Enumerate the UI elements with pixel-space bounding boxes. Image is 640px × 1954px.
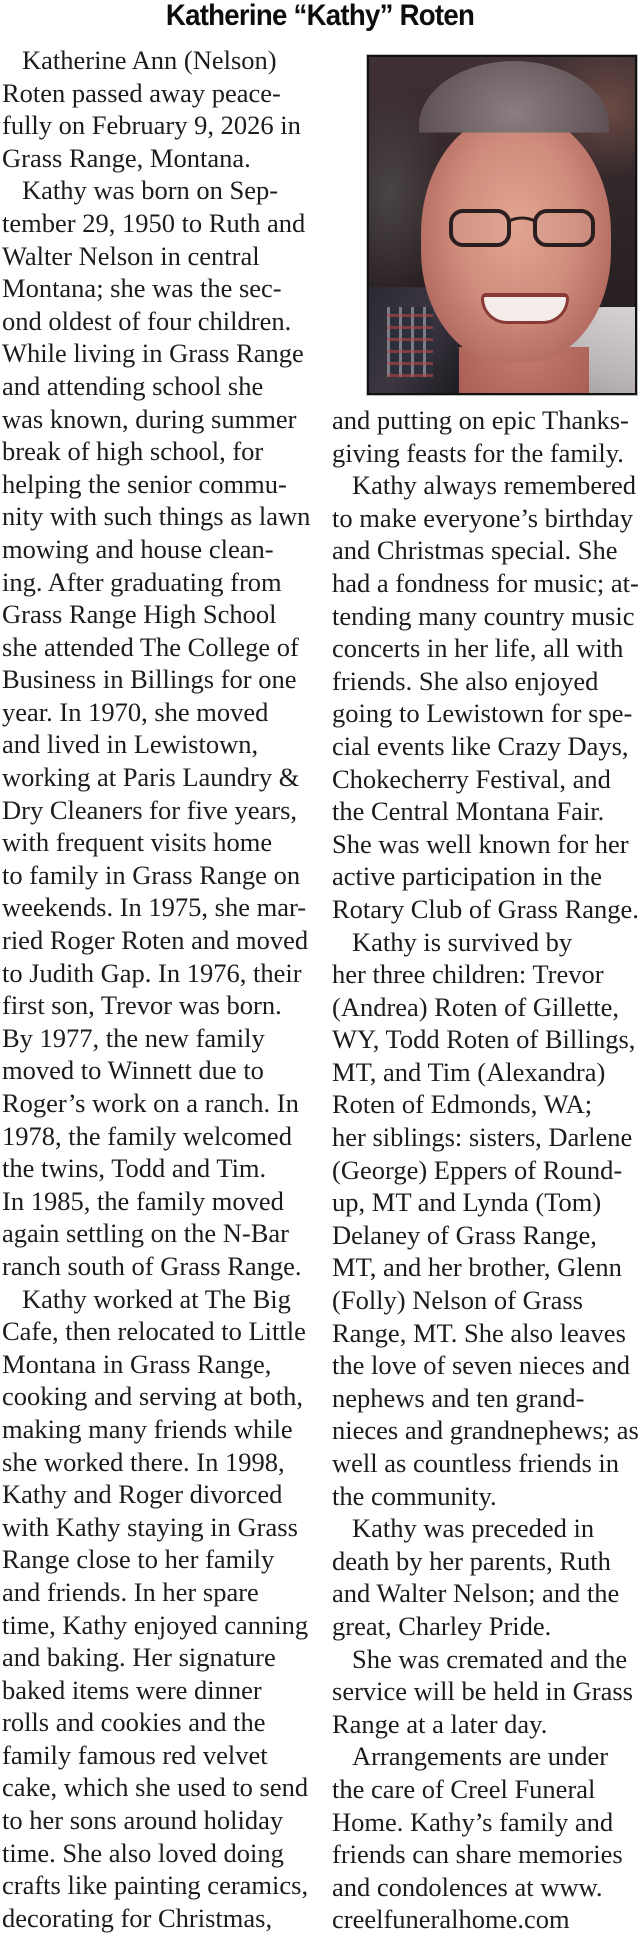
text-line: Arrangements are under (352, 1741, 609, 1772)
text-line: was known, during summer (2, 403, 297, 434)
text-line: Kathy was preceded in (352, 1513, 595, 1544)
text-line: Walter Nelson in central (2, 240, 260, 271)
text-line: break of high school, for (2, 436, 264, 467)
text-line: Range close to her family (2, 1544, 275, 1575)
text-line: baked items were dinner (2, 1674, 262, 1705)
text-line: Kathy always remembered (352, 470, 637, 501)
text-line: decorating for Christmas, (2, 1902, 273, 1933)
text-line: her three children: Trevor (332, 959, 604, 990)
text-line: nity with such things as lawn (2, 501, 311, 532)
text-line: Kathy is survived by (352, 926, 573, 957)
text-line: cooking and serving at both, (2, 1381, 304, 1412)
text-line: time. She also loved doing (2, 1837, 284, 1868)
text-line: to family in Grass Range on (2, 859, 301, 890)
text-line: (Andrea) Roten of Gillette, (332, 991, 619, 1022)
text-line: mowing and house clean- (2, 533, 274, 564)
text-line: Range at a later day. (332, 1708, 548, 1739)
text-line: working at Paris Laundry & (2, 762, 300, 793)
obituary-right-column (332, 404, 640, 1936)
text-line: tending many country music (332, 600, 635, 631)
text-line: with frequent visits home (2, 827, 273, 858)
text-line: making many friends while (2, 1413, 293, 1444)
text-line: to Judith Gap. In 1976, their (2, 957, 302, 988)
text-line: MT, and Tim (Alexandra) (332, 1056, 606, 1087)
text-line: again settling on the N-Bar (2, 1218, 290, 1249)
text-line: 1978, the family welcomed (2, 1120, 292, 1151)
text-line: (Folly) Nelson of Grass (332, 1285, 583, 1316)
text-line: the care of Creel Funeral (332, 1773, 596, 1804)
text-line: creelfuneralhome.com (332, 1904, 570, 1935)
text-line: She was cremated and the (352, 1643, 628, 1674)
text-line: friends. She also enjoyed (332, 665, 599, 696)
text-line: ing. After graduating from (2, 566, 282, 597)
text-line: her siblings: sisters, Darlene (332, 1122, 633, 1153)
text-line: Roten of Edmonds, WA; (332, 1089, 593, 1120)
text-line: moved to Winnett due to (2, 1055, 264, 1086)
text-line: she worked there. In 1998, (2, 1446, 285, 1477)
text-line: friends can share memories (332, 1839, 623, 1870)
text-line: to her sons around holiday (2, 1805, 284, 1836)
text-line: with Kathy staying in Grass (2, 1511, 298, 1542)
text-line: death by her parents, Ruth (332, 1545, 611, 1576)
text-line: By 1977, the new family (2, 1022, 265, 1053)
text-line: rolls and cookies and the (2, 1707, 266, 1738)
text-line: Grass Range High School (2, 599, 277, 630)
text-line: ried Roger Roten and moved (2, 925, 309, 956)
text-line: the twins, Todd and Tim. (2, 1153, 267, 1184)
text-line: crafts like painting ceramics, (2, 1870, 309, 1901)
text-line: MT, and her brother, Glenn (332, 1252, 622, 1283)
obituary-left-column (2, 44, 320, 1934)
text-line: and Walter Nelson; and the (332, 1578, 620, 1609)
text-line: and lived in Lewistown, (2, 729, 259, 760)
photo-plaid-scarf (387, 307, 433, 377)
text-line: helping the senior commu- (2, 468, 287, 499)
text-line: active participation in the (332, 861, 603, 892)
text-line: tember 29, 1950 to Ruth and (2, 207, 306, 238)
text-line: family famous red velvet (2, 1739, 268, 1770)
text-line: cake, which she used to send (2, 1772, 309, 1803)
text-line: and attending school she (2, 370, 264, 401)
obituary-title: Katherine “Kathy” Roten (165, 0, 475, 32)
text-line: Kathy worked at The Big (22, 1283, 291, 1314)
text-line: giving feasts for the family. (332, 437, 624, 468)
text-line: In 1985, the family moved (2, 1185, 284, 1216)
text-line: Montana in Grass Range, (2, 1348, 272, 1379)
text-line: Montana; she was the sec- (2, 273, 282, 304)
text-line: nephews and ten grand- (332, 1382, 585, 1413)
glasses-icon (447, 205, 597, 251)
text-line: ranch south of Grass Range. (2, 1250, 302, 1281)
text-line: Kathy and Roger divorced (2, 1479, 283, 1510)
text-line: Roger’s work on a ranch. In (2, 1088, 299, 1118)
text-line: and putting on epic Thanks- (332, 405, 629, 435)
text-line: time, Kathy enjoyed canning (2, 1609, 309, 1640)
text-line: She was well known for her (332, 828, 629, 859)
text-line: nieces and grandnephews; as (332, 1415, 639, 1446)
text-line: Dry Cleaners for five years, (2, 794, 298, 825)
text-line: the love of seven nieces and (332, 1350, 631, 1381)
text-line: (George) Eppers of Round- (332, 1154, 623, 1185)
text-line: the Central Montana Fair. (332, 796, 605, 827)
text-line: Rotary Club of Grass Range. (332, 893, 639, 924)
text-line: Business in Billings for one (2, 664, 297, 695)
text-line: Cafe, then relocated to Little (2, 1316, 306, 1347)
text-line: Home. Kathy’s family and (332, 1806, 614, 1837)
text-line: going to Lewistown for spe- (332, 698, 633, 729)
portrait-photo (367, 55, 637, 395)
text-line: to make everyone’s birthday (332, 502, 633, 533)
text-line: Chokecherry Festival, and (332, 763, 611, 794)
text-line: Delaney of Grass Range, (332, 1219, 597, 1250)
text-line: and Christmas special. She (332, 535, 618, 566)
text-line: Katherine Ann (Nelson) (22, 45, 277, 75)
text-line: she attended The College of (2, 631, 299, 662)
text-line: concerts in her life, all with (332, 633, 624, 664)
text-line: service will be held in Grass (332, 1676, 633, 1707)
text-line: first son, Trevor was born. (2, 990, 282, 1021)
text-line: had a fondness for music; at- (332, 567, 639, 598)
text-line: and condolences at www. (332, 1871, 603, 1902)
text-line: the community. (332, 1480, 497, 1511)
text-line: While living in Grass Range (2, 338, 304, 369)
text-line: great, Charley Pride. (332, 1610, 552, 1641)
text-line: Roten passed away peace- (2, 77, 281, 108)
text-line: year. In 1970, she moved (2, 696, 269, 727)
text-line: weekends. In 1975, she mar- (2, 892, 307, 923)
text-line: cial events like Crazy Days, (332, 730, 629, 761)
photo-smile (481, 293, 569, 324)
text-line: Grass Range, Montana. (2, 142, 251, 173)
text-line: up, MT and Lynda (Tom) (332, 1187, 602, 1218)
text-line: and baking. Her signature (2, 1642, 276, 1673)
text-line: WY, Todd Roten of Billings, (332, 1024, 636, 1055)
text-line: ond oldest of four children. (2, 305, 292, 336)
text-line: well as countless friends in (332, 1448, 620, 1478)
text-line: and friends. In her spare (2, 1576, 259, 1607)
text-line: Range, MT. She also leaves (332, 1317, 626, 1348)
text-line: fully on February 9, 2026 in (2, 110, 301, 141)
text-line: Kathy was born on Sep- (22, 175, 279, 206)
